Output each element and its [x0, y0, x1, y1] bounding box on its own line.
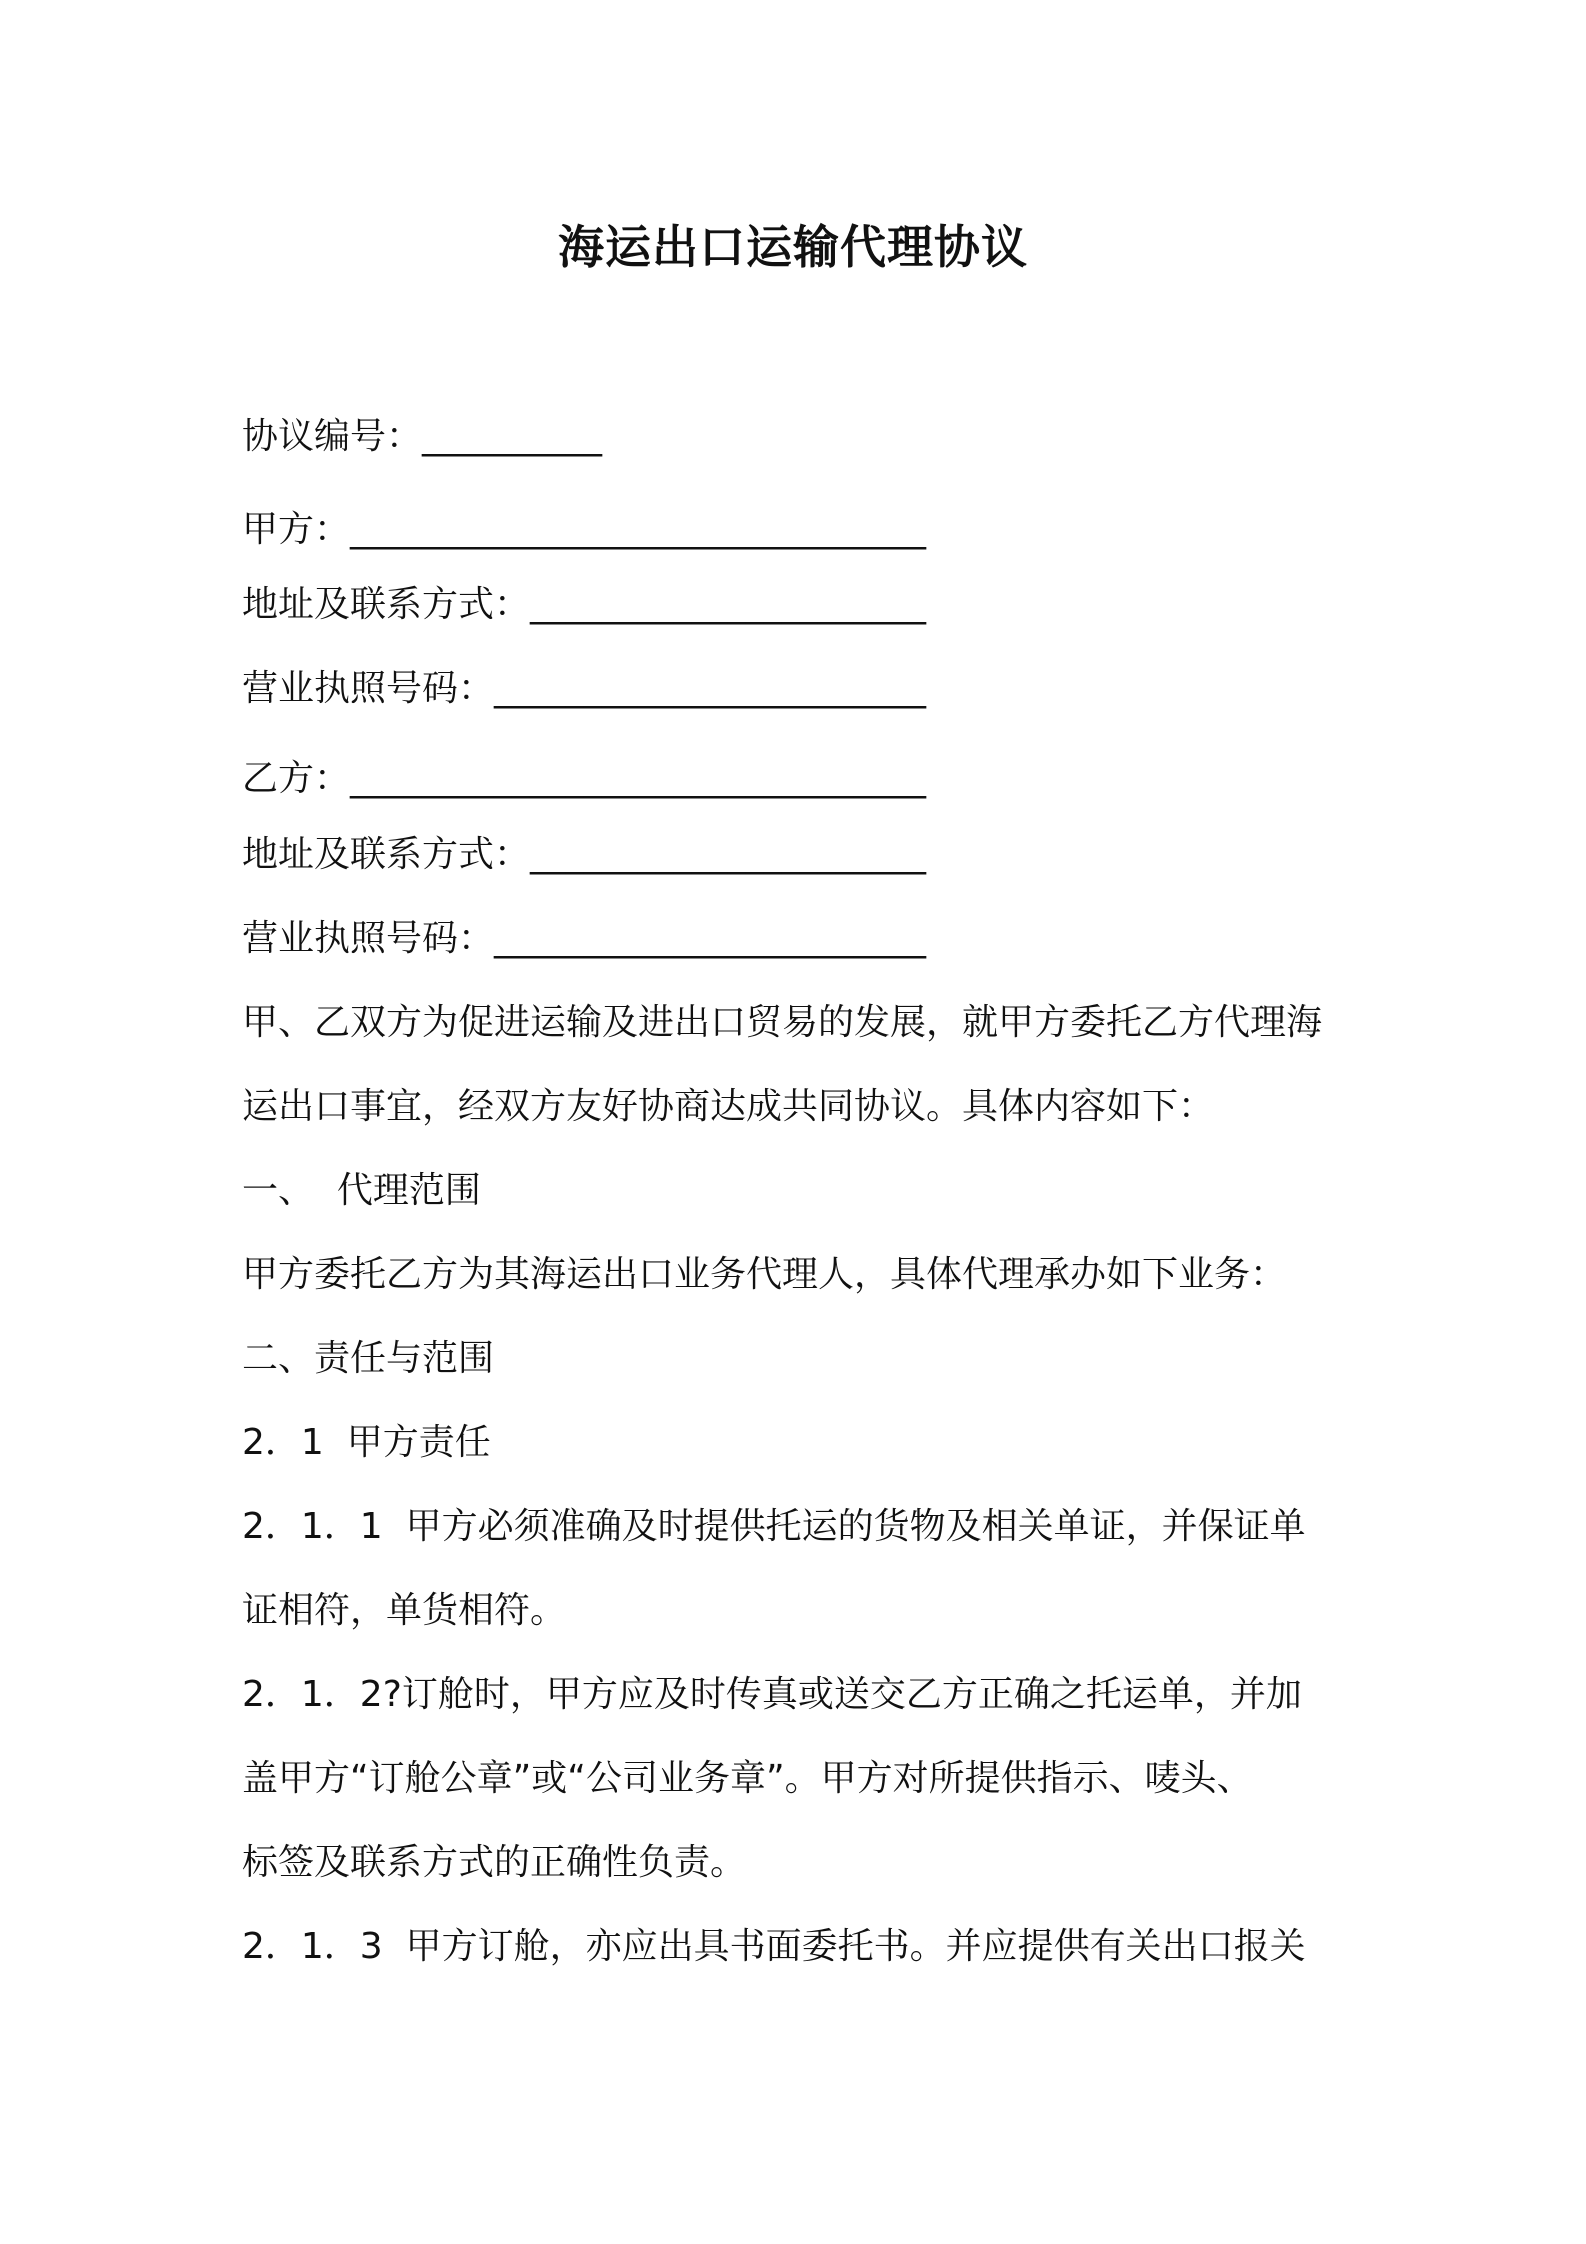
- party-a-address-line: 地址及联系方式：______________________: [242, 584, 927, 625]
- preamble-line-2: 运出口事宜，经双方友好协商达成共同协议。具体内容如下：: [242, 1086, 1215, 1127]
- preamble-line-1: 甲、乙双方为促进运输及进出口贸易的发展，就甲方委托乙方代理海: [242, 1002, 1323, 1043]
- clause-2-1-2-line-3: 标签及联系方式的正确性负责。: [242, 1842, 747, 1883]
- clause-2-1-heading: 2．1 甲方责任: [242, 1422, 491, 1463]
- clause-2-1-1-line-1: 2．1．1 甲方必须准确及时提供托运的货物及相关单证，并保证单: [242, 1506, 1306, 1547]
- section-2-heading: 二、责任与范围: [242, 1338, 495, 1379]
- party-b-license-line: 营业执照号码：________________________: [242, 918, 927, 959]
- clause-2-1-1-line-2: 证相符，单货相符。: [242, 1590, 567, 1631]
- clause-2-1-2-line-1: 2．1．2?订舱时，甲方应及时传真或送交乙方正确之托运单，并加: [242, 1674, 1302, 1715]
- party-a-line: 甲方：________________________________: [242, 509, 927, 550]
- party-b-address-line: 地址及联系方式：______________________: [242, 834, 927, 875]
- party-b-line: 乙方：________________________________: [242, 758, 927, 799]
- document-title: 海运出口运输代理协议: [558, 220, 1028, 274]
- agreement-number-line: 协议编号：__________: [242, 416, 603, 457]
- clause-2-1-2-line-2: 盖甲方“订舱公章”或“公司业务章”。甲方对所提供指示、唛头、: [242, 1758, 1253, 1799]
- section-1-heading: 一、 代理范围: [242, 1170, 481, 1211]
- clause-2-1-3-line-1: 2．1．3 甲方订舱，亦应出具书面委托书。并应提供有关出口报关: [242, 1926, 1306, 1967]
- section-1-body: 甲方委托乙方为其海运出口业务代理人，具体代理承办如下业务：: [242, 1254, 1287, 1295]
- party-a-license-line: 营业执照号码：________________________: [242, 668, 927, 709]
